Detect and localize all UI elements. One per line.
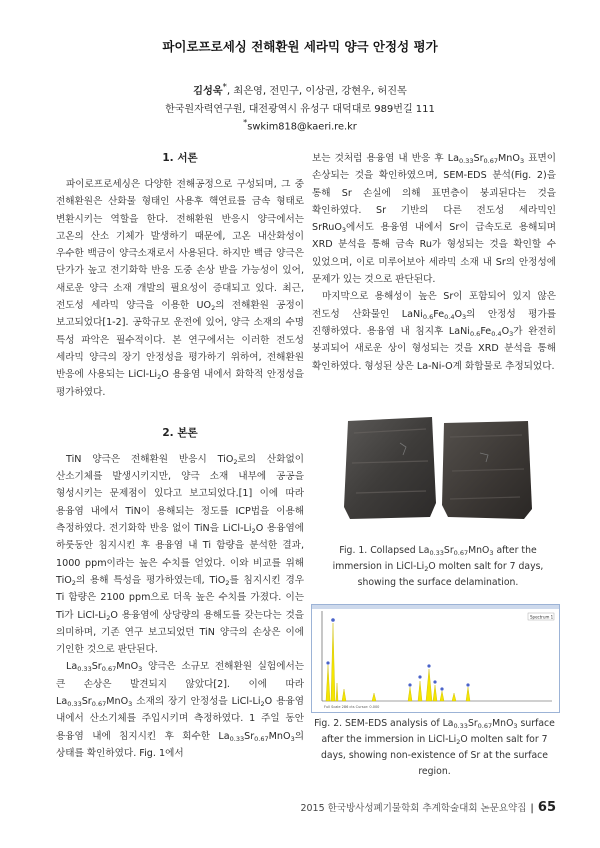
body-paragraph-1: TiN 양극은 전해환원 반응시 TiO$_2$로의 산화없이 산소기체를 발생시키지만, 양극 소재 내부에 공공을 형성시키는 문제점이 있다고 보고되었다.[1] 이에 따라 용융염 내에서 TiN이 용해되는 정도를 ICP법을 이용해 측정하였다. 전기화학 반응 없이 TiN을 LiCl-$Li_2O$ 용융염에 하룻동안 침지시킨 후 용융염 내 Ti 함량을 분석한 결과, 1000 ppm이라는 높은 수치를 얻었다. 이와 비교를 위해 TiO$_2$의 용해 특성을 평가하였는데, TiO$_2$를 침지시킨 경우 Ti 함량은 2100 ppm으로 더욱 높은 수치를 가졌다. 이는 Ti가 LiCl-$Li_2O$ 용융염에 상당량의 용해도를 갖는다는 것을 의미하며, 기존 연구 보고되었던 TiN 양극의 손상은 이에 기인한 것으로 판단된다. bbox=[56, 453, 305, 656]
spectrum-axis-text: Full Scale 286 cts Cursor: 0.000 bbox=[324, 705, 380, 709]
page-number: 65 bbox=[537, 800, 556, 815]
affiliation: 한국원자력연구원, 대전광역시 유성구 대덕대로 989번길 111 bbox=[165, 104, 435, 115]
email: *swkim818@kaeri.re.kr bbox=[243, 117, 357, 133]
fig2-eds-spectrum bbox=[311, 604, 560, 713]
spectrum-label: Spectrum 1 bbox=[530, 614, 554, 620]
author-list: 김성욱*, 최은영, 전민구, 이상권, 강현우, 허진목 bbox=[193, 82, 407, 97]
fig1-sample-photo bbox=[340, 413, 535, 523]
conference-name: 2015 한국방사성폐기물학회 추계학술대회 논문요약집 bbox=[300, 803, 527, 814]
right-paragraph-1: 보는 것처럼 용융염 내 반응 후 $La_{0.33}Sr_{0.67}MnO_3$ 표면이 손상되는 것을 확인하였으며, SEM-EDS 분석(Fig. 2)을 통해 Sr 손실에 의해 표면층이 붕괴된다는 것을 확인하였다. Sr 기반의 다른 전도성 세라믹인 SrRuO$_3$에서도 용융염 내에서 Sr이 급속도로 용해되며 XRD 분석을 통해 금속 Ru가 형성되는 것을 확인할 수 있었으며, 이로 미루어보아 세라믹 소재 내 Sr의 안정성에 문제가 있는 것으로 판단된다. bbox=[312, 153, 556, 286]
section-title-body: 2. 본론 bbox=[162, 426, 198, 439]
right-paragraph-2: 마지막으로 용해성이 높은 Sr이 포함되어 있지 않은 전도성 산화물인 $LaNi_{0.6}Fe_{0.4}O_3$의 안정성 평가를 진행하였다. 용융염 내 침지후 $LaNi_{0.6}Fe_{0.4}O_3$가 완전히 붕괴되어 새로운 상이 형성되는 것을 XRD 분석을 통해 확인하였다. 형성된 상은 La-Ni-O계 화합물로 추정되었다. bbox=[312, 291, 556, 372]
right-column bbox=[312, 150, 556, 375]
fig1-caption: Fig. 1. Collapsed $La_{0.33}Sr_{0.67}MnO_3$ after the immersion in LiCl-$Li_2O$ molten salt for 7 days, showing the surface delamination. bbox=[332, 545, 544, 588]
fig2-caption: Fig. 2. SEM-EDS analysis of $La_{0.33}Sr_{0.67}MnO_3$ surface after the immersion in LiCl-$Li_2O$ molten salt for 7 days, showing non-existence of Sr at the surface region. bbox=[314, 718, 555, 777]
footer-separator: | bbox=[530, 803, 534, 814]
section-title-intro: 1. 서론 bbox=[162, 152, 198, 164]
page-footer bbox=[300, 800, 556, 815]
coauthors: , 최은영, 전민구, 이상권, 강현우, 허진목 bbox=[226, 86, 407, 97]
intro-paragraph: 파이로프로세싱은 다양한 전해공정으로 구성되며, 그 중 전해환원은 산화물 형태인 사용후 핵연료를 금속 형태로 변환시키는 역할을 한다. 전해환원 반응시 양극에서는 고온의 산소 기체가 발생하기 때문에, 고온 내산화성이 우수한 백금이 양극소재로서 사용된다. 하지만 백금 양극은 단가가 높고 전기화학 반응 도중 손상 받을 가능성이 있어, 새로운 양극 소재 개발의 필요성이 증대되고 있다. 최근, 전도성 세라믹 양극을 이용한 $UO_2$의 전해환원 공정이 보고되었다[1-2]. 공학규모 운전에 있어, 양극 소재의 수명 특성 파악은 필수적이다. 본 연구에서는 이러한 전도성 세라믹 양극의 장기 안정성을 평가하기 위하여, 전해환원 반응에 사용되는 LiCl-$Li_2O$ 용융염 내에서 화학적 안정성을 평가하였다. bbox=[56, 179, 304, 398]
page-title: 파이로프로세싱 전해환원 세라믹 양극 안정성 평가 bbox=[162, 39, 438, 54]
body-paragraph-2: $La_{0.33}Sr_{0.67}MnO_3$ 양극은 소규모 전해환원 실험에서는 큰 손상은 발견되지 않았다[2]. 이에 따라 $La_{0.33}Sr_{0.67}MnO_3$ 소재의 장기 안정성을 LiCl-$Li_2O$ 용융염 내에서 산소기체를 주입시키며 측정하였다. 1 주일 동안 용융염 내에 침지시킨 후 회수한 $La_{0.33}Sr_{0.67}MnO_3$의 상태를 확인하였다. Fig. 1에서 bbox=[56, 661, 304, 759]
left-column bbox=[56, 150, 304, 762]
lead-author: 김성욱 bbox=[193, 86, 223, 97]
